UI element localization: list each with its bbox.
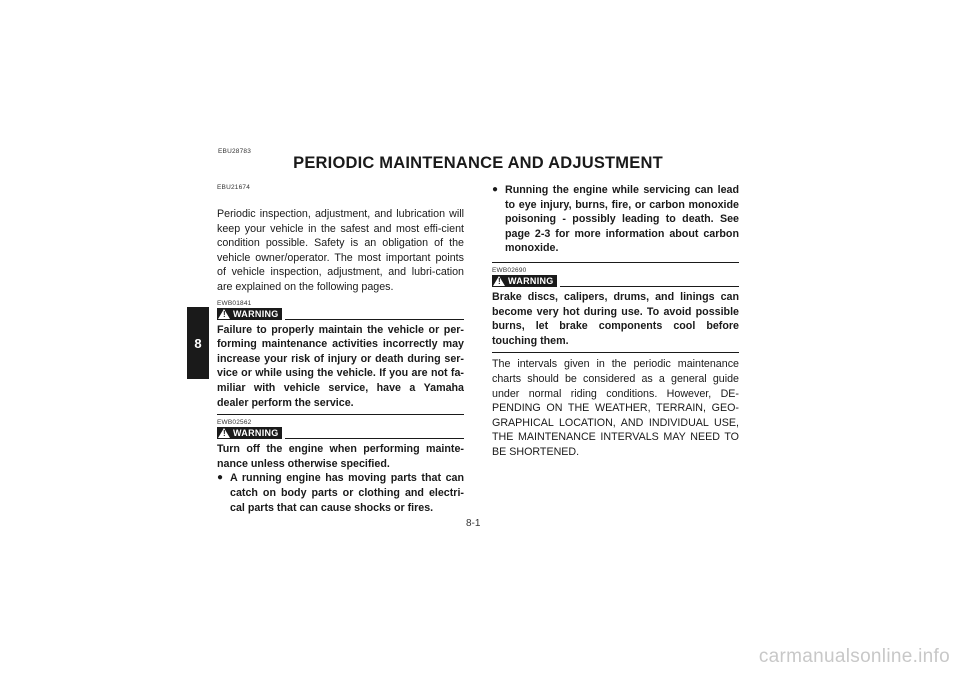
warning1-header [217, 308, 464, 320]
bullet-dot-icon: ● [217, 472, 224, 484]
watermark: carmanualsonline.info [758, 646, 950, 667]
warning3-end-rule [492, 352, 739, 353]
right-column [492, 183, 739, 460]
bullet-text: A running engine has moving parts that can catch on body parts or clothing and electri-cal parts that can cause shocks or fires. [230, 472, 464, 514]
warning1-label: WARNING [233, 308, 279, 319]
warning3-badge [492, 275, 557, 287]
list-item [217, 471, 464, 515]
chapter-number: 8 [194, 335, 202, 351]
intro-code: EBU21674 [217, 184, 251, 191]
warning1-badge [217, 308, 282, 320]
interval-note: The intervals given in the periodic maintenance charts should be considered as a general guide under normal riding conditions. However, DE-PENDING ON THE WEATHER, TERRAIN, GEO-GRAPHICAL LOCATION, AND INDIVIDUAL USE, THE MAINTENANCE INTERVALS MAY NEED TO BE SHORTENED. [492, 358, 739, 458]
warning3-text: Brake discs, calipers, drums, and linings can become very hot during use. To avoid possible burns, let brake components cool before touching them. [492, 290, 739, 347]
warning2-header [217, 427, 464, 439]
bullet-text: Running the engine while servicing can lead to eye injury, burns, fire, or carbon monoxide poisoning - possibly leading to death. See page 2-3 for more information about carbon monoxide. [505, 184, 739, 255]
warning-triangle-icon: ! [493, 276, 505, 286]
warning2-label: WARNING [233, 428, 279, 439]
section-code: EBU28783 [218, 148, 252, 155]
warning-triangle-icon: ! [218, 309, 230, 319]
warning3-label: WARNING [508, 275, 554, 286]
warning2-text: Turn off the engine when performing mainte-nance unless otherwise specified. [217, 443, 464, 470]
warning1-text: Failure to properly maintain the vehicle or per-forming maintenance activities incorrectly may increase your risk of injury or death during ser-vice or while using the vehicle. If you are not fa-miliar with vehicle service, have a Yamaha dealer perform the service. [217, 323, 464, 409]
warning-triangle-icon: ! [218, 428, 230, 438]
warning2-badge [217, 427, 282, 439]
left-column [217, 184, 464, 515]
page-number: 8-1 [466, 518, 481, 529]
warning1-end-rule [217, 414, 464, 415]
bullet-dot-icon: ● [492, 184, 499, 195]
warning3-header [492, 275, 739, 287]
warning2-rule [285, 438, 464, 439]
warning1-code: EWB01841 [217, 299, 252, 307]
list-item [492, 183, 739, 256]
chapter-tab [187, 307, 209, 379]
warning2-code: EWB02562 [217, 419, 252, 427]
warning2-end-rule [492, 262, 739, 263]
warning3-code: EWB02690 [492, 266, 527, 274]
intro-paragraph: Periodic inspection, adjustment, and lubrication will keep your vehicle in the safest and most effi-cient condition possible. Safety is an obligation of the vehicle owner/operator. The most important points of vehicle inspection, adjustment, and lubri-cation are explained on the following pages. [217, 208, 464, 293]
warning3-rule [560, 286, 739, 287]
page-title: PERIODIC MAINTENANCE AND ADJUSTMENT [293, 154, 663, 172]
warning1-rule [285, 319, 464, 320]
